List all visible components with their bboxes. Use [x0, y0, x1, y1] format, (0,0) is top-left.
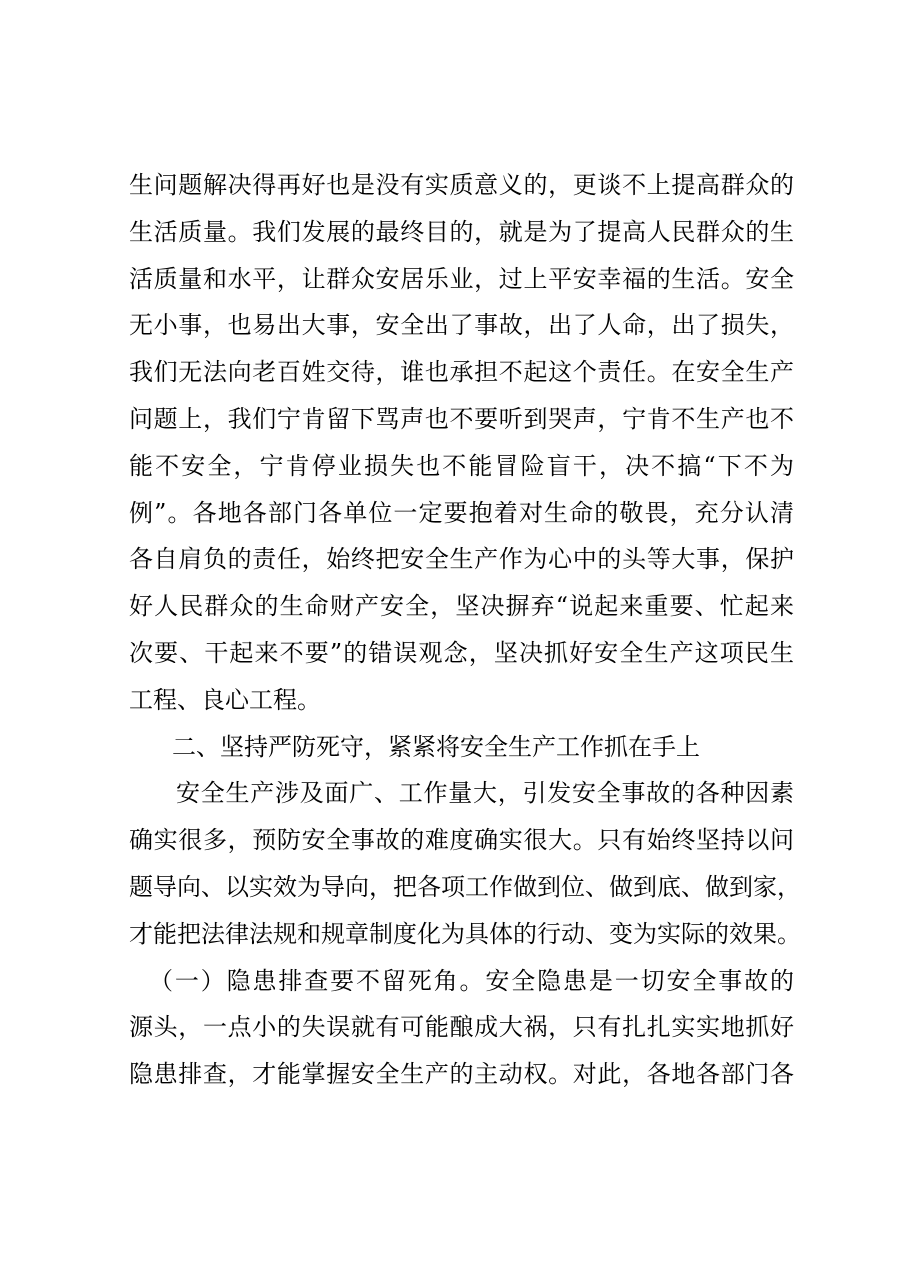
paragraph-line-7: 能不安全，宁肯停业损失也不能冒险盲干，决不搞“下不为 — [129, 451, 794, 480]
paragraph-line-15: 确实很多，预防安全事故的难度确实很大。只有始终坚持以问 — [129, 826, 794, 855]
paragraph-line-19: 源头，一点小的失误就有可能酿成大祸，只有扎扎实实地抓好 — [129, 1013, 794, 1042]
paragraph-line-5: 我们无法向老百姓交待，谁也承担不起这个责任。在安全生产 — [129, 358, 794, 387]
paragraph-line-6: 问题上，我们宁肯留下骂声也不要听到哭声，宁肯不生产也不 — [129, 404, 794, 433]
paragraph-line-2: 生活质量。我们发展的最终目的，就是为了提高人民群众的生 — [129, 217, 794, 246]
paragraph-line-17: 才能把法律法规和规章制度化为具体的行动、变为实际的效果。 — [129, 919, 801, 948]
paragraph-line-11: 次要、干起来不要”的错误观念，坚决抓好安全生产这项民生 — [129, 638, 794, 667]
section-heading: 二、坚持严防死守，紧紧将安全生产工作抓在手上 — [172, 732, 700, 761]
paragraph-line-12: 工程、良心工程。 — [129, 685, 321, 714]
paragraph-line-8: 例”。各地各部门各单位一定要抱着对生命的敬畏，充分认清 — [129, 498, 794, 527]
paragraph-line-3: 活质量和水平，让群众安居乐业，过上平安幸福的生活。安全 — [129, 264, 794, 293]
paragraph-line-1: 生问题解决得再好也是没有实质意义的，更谈不上提高群众的 — [129, 171, 794, 199]
paragraph-line-14: 安全生产涉及面广、工作量大，引发安全事故的各种因素 — [176, 779, 794, 808]
document-body — [129, 162, 801, 1098]
paragraph-line-20: 隐患排查，才能掌握安全生产的主动权。对此，各地各部门各 — [129, 1060, 794, 1089]
paragraph-line-9: 各自肩负的责任，始终把安全生产作为心中的头等大事，保护 — [129, 545, 794, 574]
subsection-line-1: （一）隐患排查要不留死角。安全隐患是一切安全事故的 — [149, 966, 794, 995]
paragraph-line-10: 好人民群众的生命财产安全，坚决摒弃“说起来重要、忙起来 — [129, 592, 794, 621]
paragraph-line-16: 题导向、以实效为导向，把各项工作做到位、做到底、做到家， — [129, 872, 801, 901]
paragraph-line-4: 无小事，也易出大事，安全出了事故，出了人命，出了损失， — [129, 311, 794, 340]
